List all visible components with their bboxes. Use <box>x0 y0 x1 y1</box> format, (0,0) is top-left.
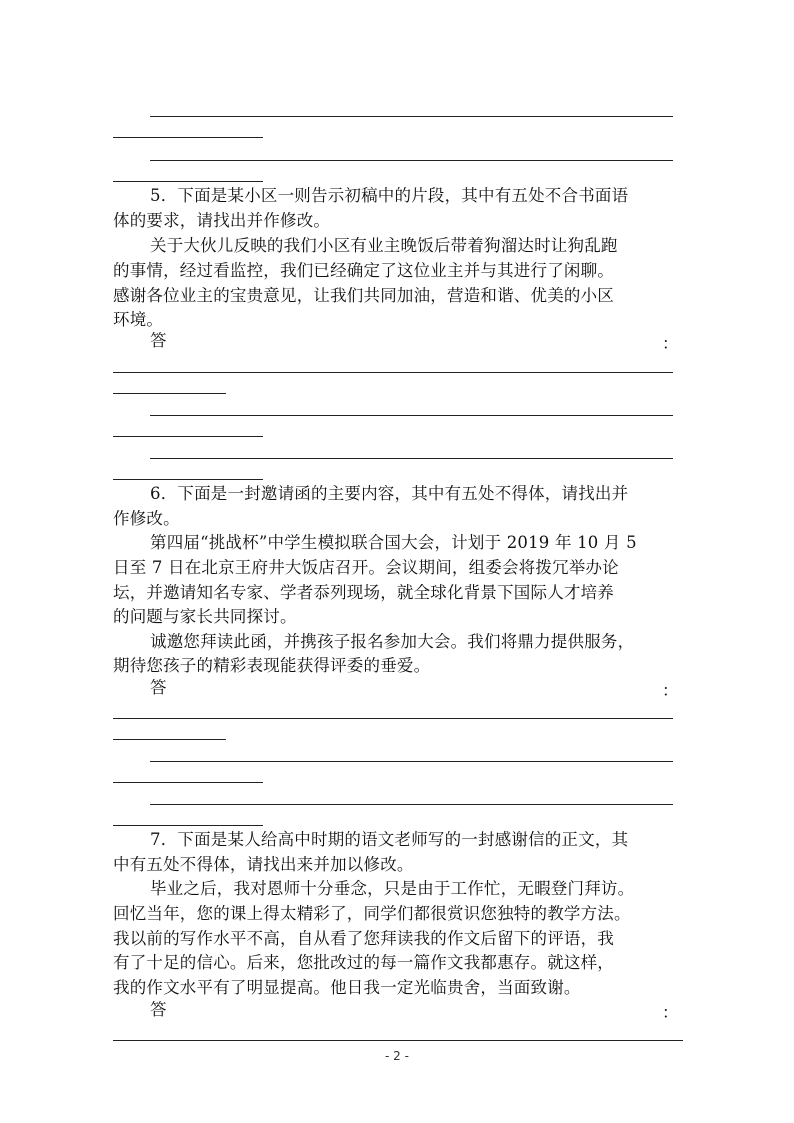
answer-line[interactable] <box>150 761 673 762</box>
question-prompt: 7．下面是某人给高中时期的语文老师写的一封感谢信的正文，其 <box>150 830 629 849</box>
answer-line[interactable] <box>113 137 263 138</box>
answer-line[interactable] <box>150 415 673 416</box>
passage-line: 有了十足的信心。后来，您批改过的每一篇作文我都惠存。就这样， <box>113 953 614 972</box>
passage-line: 的事情，经过看监控，我们已经确定了这位业主并与其进行了闲聊。 <box>113 261 614 280</box>
passage-line: 期待您孩子的精彩表现能获得评委的垂爱。 <box>113 656 431 675</box>
question-prompt: 中有五处不得体，请找出来并加以修改。 <box>113 855 414 874</box>
passage-line: 感谢各位业主的宝贵意见，让我们共同加油，营造和谐、优美的小区 <box>113 286 614 305</box>
question-prompt: 6．下面是一封邀请函的主要内容，其中有五处不得体，请找出并 <box>150 484 629 503</box>
passage-line: 关于大伙儿反映的我们小区有业主晚饭后带着狗溜达时让狗乱跑 <box>150 236 618 255</box>
passage-line: 毕业之后，我对恩师十分垂念，只是由于工作忙，无暇登门拜访。 <box>150 879 635 898</box>
passage-line: 第四届“挑战杯”中学生模拟联合国大会，计划于 2019 年 10 月 5 <box>150 533 637 552</box>
answer-label: 答 <box>150 678 167 697</box>
passage-line: 坛，并邀请知名专家、学者忝列现场，就全球化背景下国际人才培养 <box>113 583 614 602</box>
answer-line[interactable] <box>113 825 263 826</box>
answer-line[interactable] <box>113 372 673 373</box>
answer-line[interactable] <box>113 739 226 740</box>
answer-line[interactable] <box>113 718 673 719</box>
answer-colon: ： <box>662 1003 679 1022</box>
answer-line[interactable] <box>113 479 263 480</box>
answer-line[interactable] <box>113 436 263 437</box>
question-prompt: 5．下面是某小区一则告示初稿中的片段，其中有五处不合书面语 <box>150 186 629 205</box>
passage-line: 我的作文水平有了明显提高。他日我一定光临贵舍，当面致谢。 <box>113 978 581 997</box>
answer-line[interactable] <box>113 181 263 182</box>
answer-line[interactable] <box>113 393 226 394</box>
answer-line[interactable] <box>150 160 673 161</box>
footer-divider <box>113 1040 683 1041</box>
passage-line: 诚邀您拜读此函，并携孩子报名参加大会。我们将鼎力提供服务， <box>150 632 635 651</box>
passage-line: 日至 7 日在北京王府井大饭店召开。会议期间，组委会将拨冗举办论 <box>113 558 619 577</box>
passage-line: 回忆当年，您的课上得太精彩了，同学们都很赏识您独特的教学方法。 <box>113 904 631 923</box>
answer-label: 答 <box>150 331 167 350</box>
question-prompt: 体的要求，请找出并作修改。 <box>113 211 331 230</box>
page-number: - 2 - <box>385 1049 409 1063</box>
answer-line[interactable] <box>150 116 673 117</box>
answer-line[interactable] <box>150 804 673 805</box>
passage-line: 的问题与家长共同探讨。 <box>113 607 297 626</box>
answer-colon: ： <box>662 681 679 700</box>
question-prompt: 作修改。 <box>113 509 180 528</box>
answer-colon: ： <box>662 334 679 353</box>
passage-line: 环境。 <box>113 310 164 329</box>
answer-line[interactable] <box>113 782 263 783</box>
answer-label: 答 <box>150 1000 167 1019</box>
answer-line[interactable] <box>150 458 673 459</box>
passage-line: 我以前的写作水平不高，自从看了您拜读我的作文后留下的评语，我 <box>113 929 614 948</box>
